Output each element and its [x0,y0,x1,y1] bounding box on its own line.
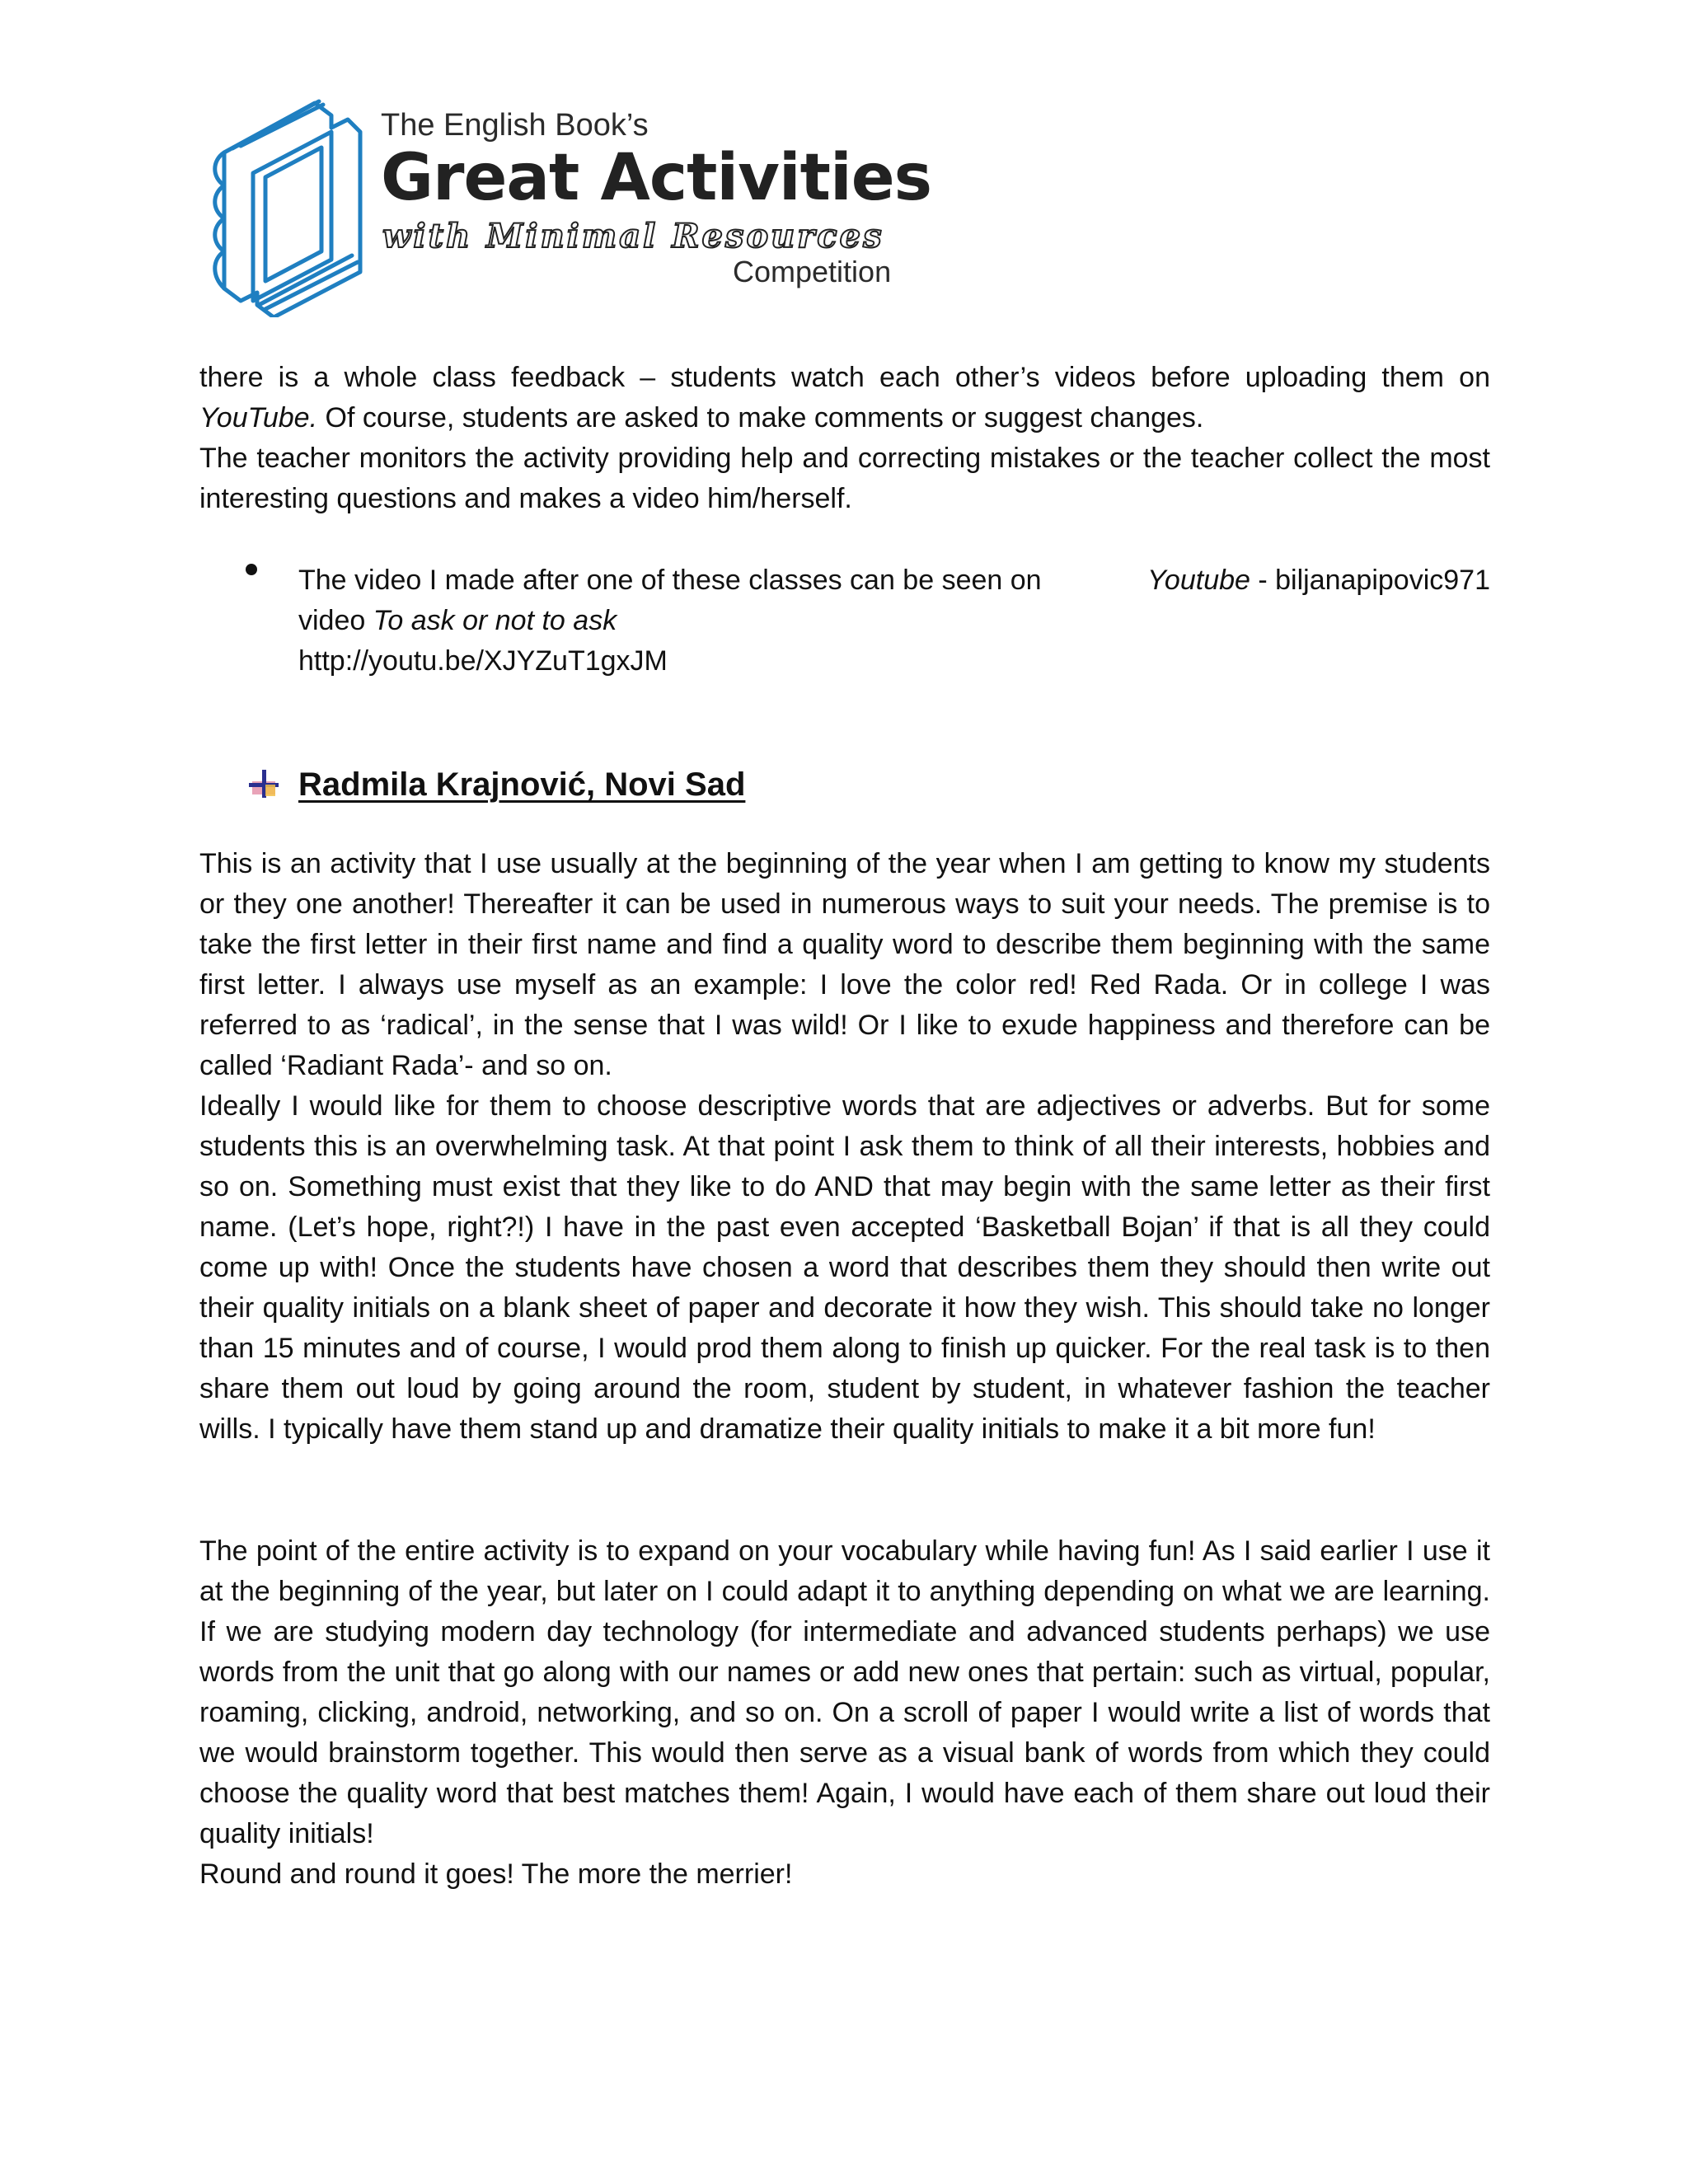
intro-section [199,358,1490,519]
competition-logo [208,95,933,321]
intro-paragraph-1 [199,358,1490,438]
logo-title: Great Activities [381,141,932,215]
bullet-dot-icon [246,564,257,575]
book-logo-icon [208,95,381,317]
logo-tagline: with Minimal Resources [382,217,884,255]
intro-p1-text-2: Of course, students are asked to make comments or suggest changes. [317,402,1204,434]
bullet-video-title: To ask or not to ask [373,605,617,636]
bullet-line2-prefix: video [298,605,373,636]
body-paragraph-2: Ideally I would like for them to choose descriptive words that are adjectives or adverbs. But for some students this is an overwhelming task. At that point I ask them to think of all their interests, hobbies and so on. Something must exist that they like to do AND that may begin with the same letter as their first name. (Let’s hope, right?!) I have in the past even accepted ‘Basketball Bojan’ if that is all they could come up with! Once the students have chosen a word that describes them they should then write out their quality initials on a blank sheet of paper and decorate it how they wish. This should take no longer than 15 minutes and of course, I would prod them along to finish up quicker. For the real task is to then share them out loud by going around the room, student by student, in whatever fashion the teacher wills. I typically have them stand up and dramatize their quality initials to make it a bit more fun! [199,1090,1490,1445]
intro-paragraph-2: The teacher monitors the activity providing help and correcting mistakes or the teacher collect the most interesting questions and makes a video him/herself. [199,443,1490,514]
bullet-line-1 [298,560,1490,601]
body-paragraph-4: Round and round it goes! The more the merrier! [199,1858,793,1890]
logo-competition-label: Competition [733,255,892,288]
bullet-italic-youtube: Youtube [1147,565,1250,596]
body-paragraph-1: This is an activity that I use usually at the beginning of the year when I am getting to know my students or they one another! Thereafter it can be used in numerous ways to suit your needs. The premise is to take the first letter in their first name and find a quality word to describe them beginning with the same first letter. I always use myself as an example: I love the color red! Red Rada. Or in college I was referred to as ‘radical’, in the sense that I was wild! Or I like to exude happiness and therefore can be called ‘Radiant Rada’- and so on. [199,848,1490,1081]
bullet-text-1: The video I made after one of these classes can be seen on [298,565,1050,596]
intro-p1-italic: YouTube. [199,402,318,434]
activity-description [199,844,1490,1450]
intro-p1-text: there is a whole class feedback – students watch each other’s videos before uploading them on [199,362,1490,393]
bullet-line-3 [298,641,1490,682]
video-bullet-item [298,560,1490,682]
video-url-link[interactable]: http://youtu.be/XJYZuT1gxJM [298,645,668,677]
logo-subtitle: The English Book’s [381,108,649,143]
section-marker-icon [246,766,282,799]
bullet-line-2 [298,601,1490,641]
body-paragraph-3: The point of the entire activity is to expand on your vocabulary while having fun! As I said earlier I use it at the beginning of the year, but later on I could adapt it to anything depending on what we are learning. If we are studying modern day technology (for intermediate and advanced students perhaps) we use words from the unit that go along with our names or add new ones that pertain: such as virtual, popular, roaming, clicking, android, networking, and so on. On a scroll of paper I would write a list of words that we would brainstorm together. This would then serve as a visual bank of words from which they could choose the quality word that best matches them! Again, I would have each of them share out loud their quality initials! [199,1535,1490,1849]
activity-conclusion [199,1531,1490,1895]
bullet-text-2: - biljanapipovic971 [1250,565,1490,596]
section-heading: Radmila Krajnović, Novi Sad [298,766,746,803]
